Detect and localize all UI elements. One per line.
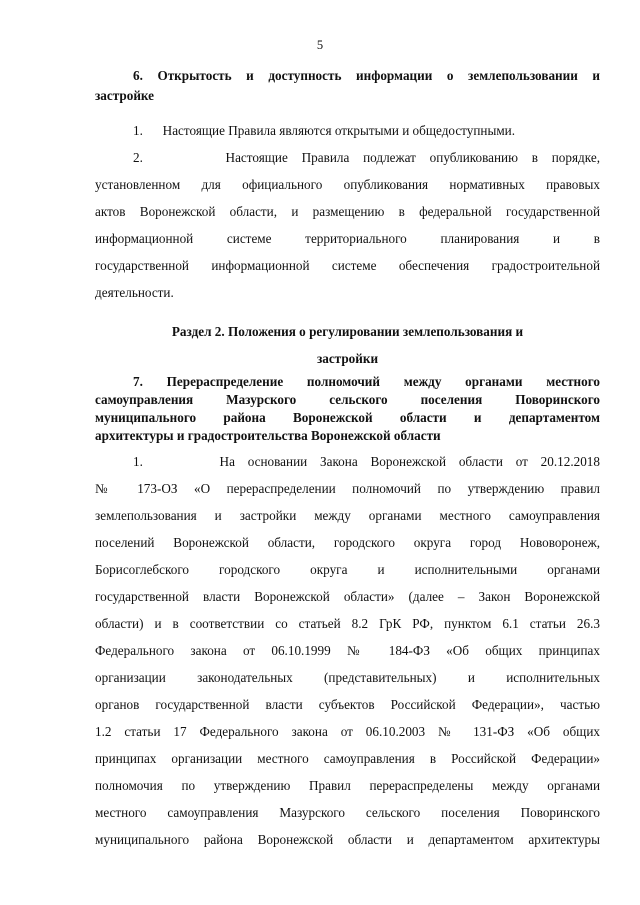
paragraph-line: 2. Настоящие Правила подлежат опубликованию в порядке,: [133, 150, 600, 165]
paragraph-line: Борисоглебского городского округа и исполнительными органами: [95, 562, 600, 577]
heading-line: 6. Открытость и доступность информации о землепользовании и: [133, 68, 600, 83]
heading-line: самоуправления Мазурского сельского поселения Поворинского: [95, 392, 600, 407]
paragraph-line: 1.2 статьи 17 Федерального закона от 06.10.2003 № 131-ФЗ «Об общих: [95, 724, 600, 739]
paragraph-line: области) и в соответствии со статьей 8.2 ГрК РФ, пунктом 6.1 статьи 26.3: [95, 616, 600, 631]
paragraph-line: деятельности.: [95, 285, 174, 300]
heading-line: Раздел 2. Положения о регулировании землепользования и: [171, 324, 524, 339]
heading-line: муниципального района Воронежской области и департаментом: [95, 410, 600, 425]
heading-line: застройке: [95, 88, 155, 103]
section-7-heading: [95, 373, 600, 445]
paragraph-line: поселений Воронежской области, городского округа город Нововоронеж,: [95, 535, 600, 550]
paragraph-line: организации законодательных (представительных) и исполнительных: [95, 670, 600, 685]
paragraph-line: полномочия по утверждению Правил перераспределены между органами: [95, 778, 600, 793]
paragraph-line: № 173-ОЗ «О перераспределении полномочий по утверждению правил: [95, 481, 600, 496]
paragraph-line: Федерального закона от 06.10.1999 № 184-ФЗ «Об общих принципах: [95, 643, 600, 658]
paragraph-line: государственной информационной системе обеспечения градостроительной: [95, 258, 600, 273]
paragraph-line: муниципального района Воронежской области и департаментом архитектуры: [95, 832, 600, 847]
paragraph-line: принципах организации местного самоуправления в Российской Федерации»: [95, 751, 600, 766]
section-6-heading: [95, 66, 600, 106]
paragraph-line: актов Воронежской области, и размещению в федеральной государственной: [95, 204, 600, 219]
heading-line: 7. Перераспределение полномочий между органами местного: [133, 374, 600, 389]
paragraph-line: местного самоуправления Мазурского сельского поселения Поворинского: [95, 805, 600, 820]
paragraph-line: органов государственной власти субъектов Российской Федерации», частью: [95, 697, 600, 712]
heading-line: застройки: [316, 351, 379, 366]
paragraph-line: 1. Настоящие Правила являются открытыми и общедоступными.: [133, 123, 516, 138]
page-number: 5: [316, 38, 324, 52]
paragraph-line: землепользования и застройки между органами местного самоуправления: [95, 508, 600, 523]
paragraph-line: государственной власти Воронежской области» (далее – Закон Воронежской: [95, 589, 600, 604]
heading-line: архитектуры и градостроительства Воронежской области: [95, 428, 441, 443]
paragraph-line: установленном для официального опубликования нормативных правовых: [95, 177, 600, 192]
section-6-paragraph-1: [95, 117, 600, 144]
section-6-paragraph-2: [95, 144, 600, 306]
section-7-paragraph-1: [95, 448, 600, 853]
razdel-2-heading: [95, 318, 600, 372]
paragraph-line: информационной системе территориального планирования и в: [95, 231, 600, 246]
paragraph-line: 1. На основании Закона Воронежской области от 20.12.2018: [133, 454, 600, 469]
